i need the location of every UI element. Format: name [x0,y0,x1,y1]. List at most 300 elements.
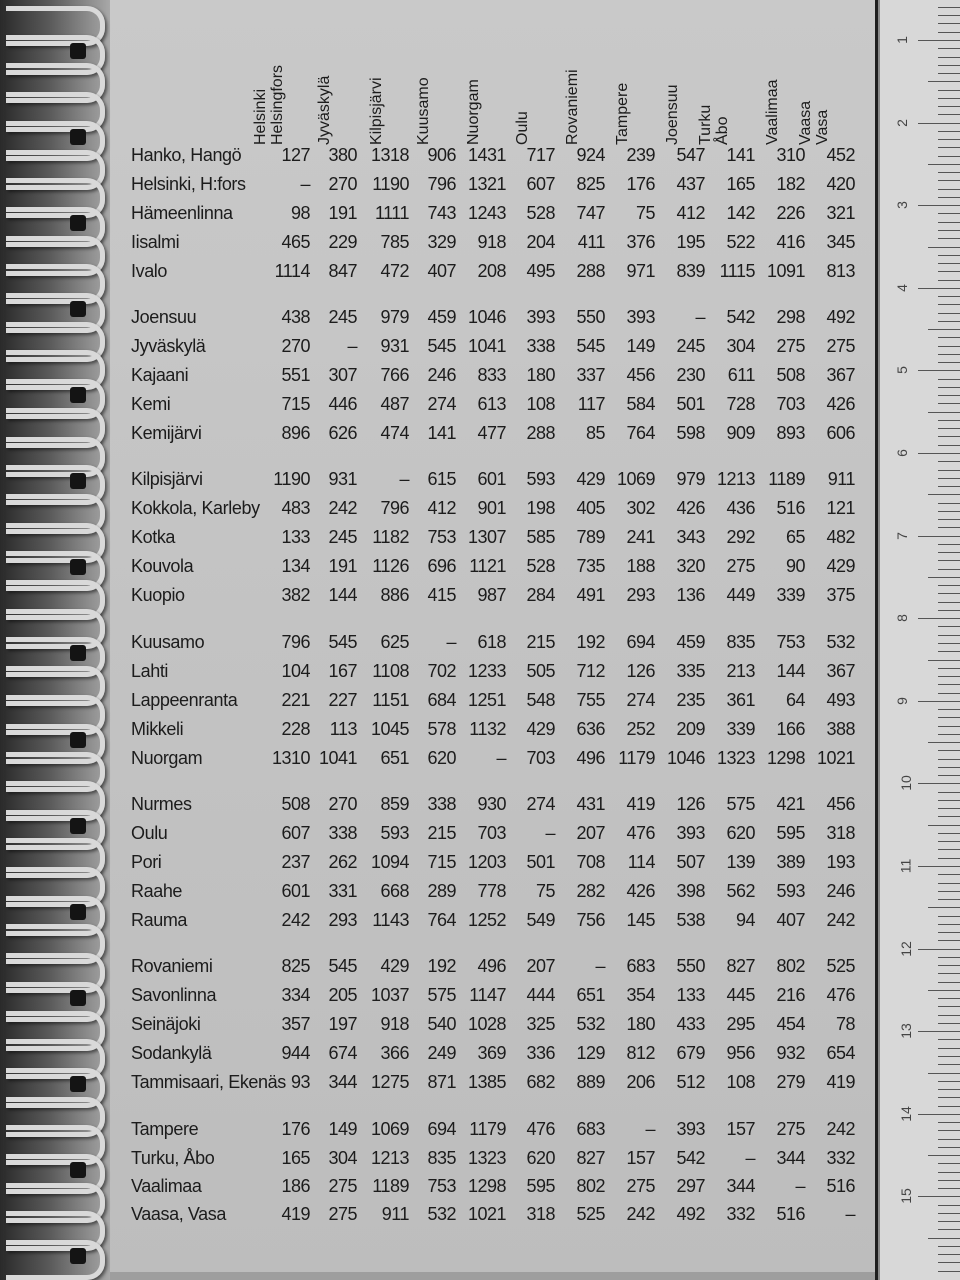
distance-cell: 532 [576,1014,605,1034]
ruler-tick [938,362,960,363]
distance-cell: 245 [328,307,357,327]
distance-cell: 753 [427,1176,456,1196]
distance-cell: 1298 [766,748,805,768]
ruler-tick [938,470,960,471]
ruler-tick [918,949,960,950]
ruler-tick [918,536,960,537]
column-header-label [316,76,333,145]
distance-cell: 651 [576,985,605,1005]
distance-cell: 545 [427,336,456,356]
ruler-tick [928,1238,960,1239]
distance-cell: 94 [735,910,755,930]
distance-cell: 508 [776,365,805,385]
ruler-tick [938,635,960,636]
distance-cell: 501 [676,394,705,414]
distance-cell: 1126 [372,556,409,576]
distance-cell: 747 [576,203,605,223]
distance-cell: 1132 [469,719,506,739]
ruler-tick [938,924,960,925]
ruler-number: 2 [893,118,910,127]
ruler-tick [938,445,960,446]
row-place-name: Jyväskylä [131,336,206,356]
column-header [614,45,661,145]
binding-hole [70,473,86,489]
distance-cell: 1028 [467,1014,506,1034]
distance-cell: 270 [281,336,310,356]
binding-hole [70,559,86,575]
column-header-line: Helsinki [252,88,269,145]
distance-cell: 444 [526,985,555,1005]
distance-cell: 827 [576,1148,605,1168]
distance-cell: 472 [380,261,409,281]
distance-cell: 743 [427,203,456,223]
row-place-name: Kuusamo [131,632,205,652]
row-place-name: Kemijärvi [131,423,202,443]
distance-cell: 332 [726,1204,755,1224]
ruler-tick [938,1221,960,1222]
distance-cell: 886 [380,585,409,605]
distance-cell: 562 [726,881,755,901]
ruler-number: 5 [893,366,910,375]
ruler-tick [938,668,960,669]
column-header [252,45,316,145]
row-place-name: Sodankylä [131,1043,212,1063]
distance-cell: 246 [427,365,456,385]
distance-cell: 1243 [467,203,506,223]
row-place-name: Kilpisjärvi [131,469,203,489]
distance-cell: 1091 [766,261,805,281]
distance-cell: 331 [328,881,357,901]
distance-cell: 193 [826,852,855,872]
table-row [0,336,875,365]
distance-cell: 728 [726,394,755,414]
distance-cell: 398 [676,881,705,901]
distance-cell: 338 [526,336,555,356]
distance-cell: 320 [676,556,705,576]
distance-cell: 165 [281,1148,310,1168]
distance-cell: 918 [477,232,506,252]
ruler-tick [938,1122,960,1123]
ruler-tick [938,734,960,735]
distance-cell: 1037 [370,985,409,1005]
ruler-tick [938,965,960,966]
table-row [0,1176,875,1205]
ruler-number: 12 [897,940,914,957]
column-header-label [614,83,631,145]
binding-hole [70,1162,86,1178]
table-row [0,174,875,203]
distance-cell: 551 [281,365,310,385]
distance-cell: 357 [281,1014,310,1034]
distance-cell: 336 [526,1043,555,1063]
ruler-tick [938,792,960,793]
distance-cell: 343 [676,527,705,547]
distance-cell: 764 [626,423,655,443]
ruler-tick [938,519,960,520]
distance-cell: 717 [526,145,555,165]
distance-cell: 1045 [370,719,409,739]
distance-cell: 419 [626,794,655,814]
distance-cell: 495 [526,261,555,281]
distance-cell: 595 [776,823,805,843]
spiral-binding [0,0,110,1280]
distance-cell: 474 [380,423,409,443]
distance-cell: 611 [727,365,755,385]
ruler-tick [938,883,960,884]
distance-cell: 651 [380,748,409,768]
column-header-line: Turku [697,104,714,145]
distance-cell: 548 [526,690,555,710]
ruler-tick [938,106,960,107]
distance-cell: 1213 [716,469,755,489]
distance-cell: 847 [328,261,357,281]
distance-cell: 361 [726,690,755,710]
distance-cell: 65 [785,527,805,547]
distance-cell: 108 [726,1072,755,1092]
distance-cell: 279 [776,1072,805,1092]
distance-cell: 549 [526,910,555,930]
ruler-tick [938,833,960,834]
distance-cell: 295 [726,1014,755,1034]
ruler-tick [928,81,960,82]
distance-cell: 516 [826,1176,855,1196]
ruler-tick [938,23,960,24]
distance-cell: 796 [427,174,456,194]
distance-cell: 593 [776,881,805,901]
distance-cell: 393 [676,1119,705,1139]
distance-cell: 412 [427,498,456,518]
distance-cell: 166 [776,719,805,739]
distance-cell: 274 [626,690,655,710]
distance-cell: 205 [328,985,357,1005]
ruler-tick [938,1147,960,1148]
distance-cell: 487 [380,394,409,414]
distance-cell: 625 [380,632,409,652]
ruler-tick [918,370,960,371]
distance-cell: 237 [281,852,310,872]
distance-cell: 188 [626,556,655,576]
distance-cell: 901 [477,498,506,518]
distance-cell: 121 [826,498,855,518]
table-row [0,556,875,585]
row-place-name: Pori [131,852,162,872]
distance-cell: 607 [526,174,555,194]
distance-cell: 1179 [618,748,655,768]
ruler-tick [918,618,960,619]
distance-cell: 275 [776,1119,805,1139]
ruler-tick [918,783,960,784]
row-place-name: Vaasa, Vasa [131,1204,226,1224]
row-place-name: Kokkola, Karleby [131,498,260,518]
distance-cell: 113 [329,719,357,739]
distance-cell: 229 [328,232,357,252]
distance-cell: 613 [477,394,506,414]
ruler-number: 8 [893,614,910,623]
distance-cell: 302 [626,498,655,518]
distance-cell: 134 [281,556,310,576]
distance-cell: 493 [826,690,855,710]
distance-cell: 1190 [273,469,310,489]
distance-cell: 825 [281,956,310,976]
distance-cell: 307 [328,365,357,385]
distance-cell: 496 [477,956,506,976]
ruler-tick [938,767,960,768]
distance-cell: 274 [526,794,555,814]
ruler-number: 4 [893,283,910,292]
distance-cell: 542 [676,1148,705,1168]
distance-cell: 139 [726,852,755,872]
column-header [697,45,761,145]
distance-cell: 221 [281,690,310,710]
table-row [0,748,875,777]
distance-cell: – [300,174,310,194]
ruler-tick [938,147,960,148]
distance-cell: 796 [380,498,409,518]
distance-cell: 896 [281,423,310,443]
distance-cell: 93 [290,1072,310,1092]
distance-cell: 1213 [370,1148,409,1168]
distance-cell: 182 [776,174,805,194]
ruler-tick [928,412,960,413]
distance-cell: 1252 [467,910,506,930]
distance-cell: 367 [826,661,855,681]
row-place-name: Lappeenranta [131,690,238,710]
distance-cell: – [645,1119,655,1139]
ruler-tick [938,1081,960,1082]
row-place-name: Oulu [131,823,168,843]
row-place-name: Tampere [131,1119,199,1139]
distance-cell: 213 [726,661,755,681]
distance-cell: 703 [526,748,555,768]
ruler-tick [938,693,960,694]
distance-cell: 924 [576,145,605,165]
distance-cell: 626 [328,423,357,443]
distance-cell: 715 [427,852,456,872]
distance-cell: 578 [427,719,456,739]
distance-cell: 207 [526,956,555,976]
distance-cell: 654 [826,1043,855,1063]
distance-cell: 407 [776,910,805,930]
distance-cell: 454 [776,1014,805,1034]
distance-cell: 694 [427,1119,456,1139]
distance-cell: 241 [626,527,655,547]
distance-cell: 420 [826,174,855,194]
ruler-tick [938,1205,960,1206]
distance-cell: 516 [776,1204,805,1224]
distance-cell: 288 [576,261,605,281]
distance-cell: 516 [776,498,805,518]
distance-cell: 216 [776,985,805,1005]
row-place-name: Hanko, Hangö [131,145,242,165]
distance-cell: 289 [427,881,456,901]
distance-cell: 1310 [271,748,310,768]
distance-cell: 208 [477,261,506,281]
distance-cell: 796 [281,632,310,652]
table-row [0,232,875,261]
ruler-tick [928,494,960,495]
distance-cell: 292 [726,527,755,547]
ruler-tick [938,230,960,231]
ruler-tick [918,205,960,206]
distance-cell: 369 [477,1043,506,1063]
ruler-tick [938,1180,960,1181]
ruler-tick [918,40,960,41]
distance-cell: 932 [776,1043,805,1063]
distance-cell: 149 [626,336,655,356]
distance-cell: 911 [381,1204,409,1224]
ruler-tick [938,726,960,727]
ruler-tick [938,1130,960,1131]
distance-cell: 407 [427,261,456,281]
ruler-tick [938,544,960,545]
distance-cell: 1069 [616,469,655,489]
ruler-tick [918,1031,960,1032]
distance-cell: 192 [427,956,456,976]
distance-cell: 956 [726,1043,755,1063]
ruler-tick [928,1155,960,1156]
ruler-number: 9 [893,696,910,705]
row-place-name: Turku, Åbo [131,1148,215,1168]
ruler-tick [938,395,960,396]
column-header-line: Vasa [814,109,831,145]
distance-cell: 545 [576,336,605,356]
column-header-line: Jyväskylä [316,75,333,145]
row-place-name: Rauma [131,910,188,930]
distance-cell: 344 [776,1148,805,1168]
distance-cell: 778 [477,881,506,901]
distance-cell: 270 [328,794,357,814]
binding-hole [70,818,86,834]
distance-cell: 906 [427,145,456,165]
distance-cell: 683 [626,956,655,976]
ruler-tick [938,800,960,801]
ruler-tick [938,420,960,421]
ruler-tick [938,602,960,603]
table-row [0,394,875,423]
ruler-tick [938,486,960,487]
ruler-tick [938,213,960,214]
column-header [564,45,611,145]
distance-cell: 598 [676,423,705,443]
distance-cell: 129 [576,1043,605,1063]
distance-cell: 411 [577,232,605,252]
distance-cell: 415 [427,585,456,605]
distance-cell: 1021 [816,748,855,768]
distance-cell: 1041 [467,336,506,356]
ruler-tick [938,48,960,49]
distance-cell: 476 [826,985,855,1005]
ruler-number: 7 [893,531,910,540]
distance-cell: 575 [726,794,755,814]
row-place-name: Lahti [131,661,169,681]
ruler-tick [938,891,960,892]
ruler-tick [938,1039,960,1040]
ruler-tick [938,560,960,561]
ruler-tick [938,379,960,380]
ruler-tick [938,1213,960,1214]
distance-cell: 145 [626,910,655,930]
distance-cell: 127 [281,145,310,165]
distance-cell: 1182 [372,527,409,547]
distance-cell: 755 [576,690,605,710]
distance-cell: 335 [676,661,705,681]
distance-cell: 226 [776,203,805,223]
ruler-number: 1 [893,36,910,44]
ruler-tick [938,337,960,338]
distance-cell: 419 [826,1072,855,1092]
distance-cell: 712 [576,661,605,681]
distance-cell: 133 [676,985,705,1005]
column-header-label [564,69,581,145]
ruler-tick [928,164,960,165]
distance-cell: 833 [477,365,506,385]
table-row [0,910,875,939]
distance-cell: 1151 [372,690,409,710]
distance-cell: 429 [380,956,409,976]
row-place-name: Kemi [131,394,171,414]
row-place-name: Kajaani [131,365,189,385]
distance-cell: 674 [328,1043,357,1063]
binding-ring [6,1240,105,1280]
distance-cell: 542 [726,307,755,327]
ruler-tick [928,577,960,578]
ruler-number: 3 [893,201,910,210]
table-row [0,1014,875,1043]
distance-cell: 206 [626,1072,655,1092]
distance-cell: 114 [627,852,655,872]
distance-cell: 476 [626,823,655,843]
distance-cell: 334 [281,985,310,1005]
distance-cell: 893 [776,423,805,443]
ruler-number: 13 [897,1023,914,1039]
binding-hole [70,904,86,920]
ruler-tick [938,90,960,91]
distance-cell: 293 [328,910,357,930]
row-place-name: Hämeenlinna [131,203,233,223]
distance-cell: 366 [380,1043,409,1063]
binding-hole [70,732,86,748]
distance-cell: 477 [477,423,506,443]
distance-cell: 126 [676,794,705,814]
distance-cell: 708 [576,852,605,872]
distance-cell: 606 [826,423,855,443]
ruler-tick [938,684,960,685]
ruler-tick [938,189,960,190]
distance-cell: 715 [281,394,310,414]
distance-cell: 584 [626,394,655,414]
distance-cell: 496 [576,748,605,768]
distance-cell: 126 [626,661,655,681]
distance-cell: 144 [328,585,357,605]
distance-cell: 246 [826,881,855,901]
distance-cell: 593 [526,469,555,489]
ruler-number: 15 [897,1188,914,1205]
row-place-name: Joensuu [131,307,197,327]
distance-cell: 242 [826,910,855,930]
table-row [0,307,875,336]
ruler-tick [938,593,960,594]
distance-cell: 1190 [372,174,409,194]
distance-cell: 242 [281,910,310,930]
distance-cell: 339 [726,719,755,739]
ruler-tick [938,957,960,958]
distance-cell: 476 [526,1119,555,1139]
binding-hole [70,301,86,317]
distance-cell: 550 [576,307,605,327]
distance-cell: 545 [328,632,357,652]
distance-cell: 835 [427,1148,456,1168]
table-row [0,661,875,690]
